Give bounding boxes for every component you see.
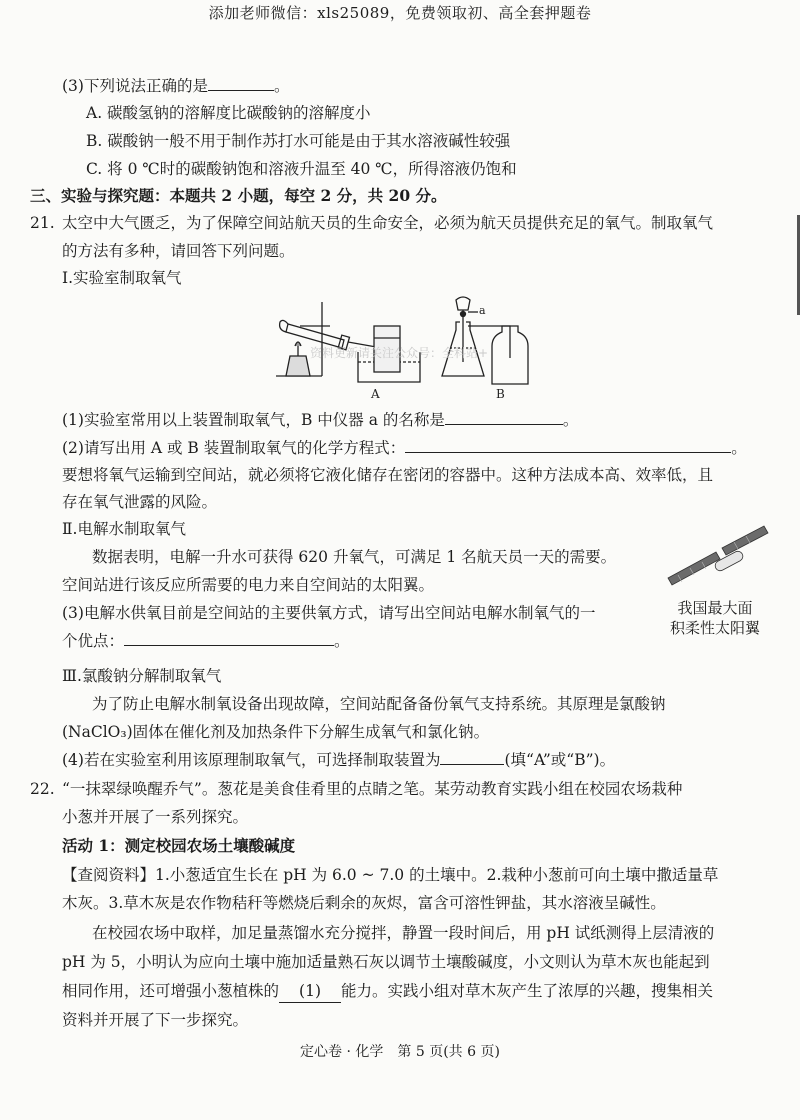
q21-para-line1: 要想将氧气运输到空间站，就必须将它液化储存在密闭的容器中。这种方法成本高、效率低，且 <box>62 466 714 484</box>
q3-option-b: B. 碳酸钠一般不用于制作苏打水可能是由于其水溶液碱性较强 <box>86 132 511 150</box>
q21-intro-line2: 的方法有多种，请回答下列问题。 <box>62 242 295 260</box>
q3-option-a: A. 碳酸氢钠的溶解度比碳酸钠的溶解度小 <box>86 104 371 122</box>
q21-part3-line1: 为了防止电解水制氧设备出现故障，空间站配备备份氧气支持系统。其原理是氯酸钠 <box>92 695 666 713</box>
q21-sub3-line1: (3)电解水供氧目前是空间站的主要供氧方式，请写出空间站电解水制氧气的一 <box>62 604 596 622</box>
q21-part2-line2: 空间站进行该反应所需要的电力来自空间站的太阳翼。 <box>62 576 435 594</box>
solar-panel-left <box>668 552 720 585</box>
promo-banner: 添加老师微信：xls25089，免费领取初、高全套押题卷 <box>208 4 592 22</box>
q21-sub2-answer-blank[interactable] <box>405 437 731 453</box>
q21-part2-line1: 数据表明，电解一升水可获得 620 升氧气，可满足 1 名航天员一天的需要。 <box>92 548 617 566</box>
page-footer: 定心卷 · 化学 第 5 页(共 6 页) <box>300 1044 500 1060</box>
q3-option-c: C. 将 0 ℃时的碳酸钠饱和溶液升温至 40 ℃，所得溶液仍饱和 <box>86 160 517 178</box>
figure-label-a: A <box>371 387 380 401</box>
q22-number: 22. <box>30 780 55 798</box>
funnel-a <box>456 297 470 310</box>
q22-para-line1: 在校园农场中取样，加足量蒸馏水充分搅拌，静置一段时间后，用 pH 试纸测得上层清液的 <box>92 924 715 942</box>
solar-wing-caption: 我国最大面 积柔性太阳翼 <box>669 599 760 637</box>
q21-intro-line1: 太空中大气匮乏，为了保障空间站航天员的生命安全，必须为航天员提供充足的氧气。制取氧气 <box>62 214 714 232</box>
q22-para-line4: 资料并开展了下一步探究。 <box>62 1011 249 1029</box>
instrument-label-a: a <box>479 304 486 317</box>
q21-sub1: (1)实验室常用以上装置制取氧气，B 中仪器 a 的名称是 。 <box>62 411 579 429</box>
figure-label-b: B <box>496 387 505 401</box>
q21-sub3-answer-blank[interactable] <box>124 630 334 646</box>
q21-sub3-line2: 个优点： 。 <box>62 632 350 650</box>
q22-intro-line1: “一抹翠绿唤醒乔气”。葱花是美食佳肴里的点睛之笔。某劳动教育实践小组在校园农场栽种 <box>62 780 683 798</box>
q21-sub4: (4)若在实验室利用该原理制取氧气，可选择制取装置为 (填“A”或“B”)。 <box>62 751 616 769</box>
q21-sub2: (2)请写出用 A 或 B 装置制取氧气的化学方程式： 。 <box>62 439 747 457</box>
q21-part3-title: Ⅲ.氯酸钠分解制取氧气 <box>62 667 222 685</box>
q22-para-line2: pH 为 5，小明认为应向土壤中施加适量熟石灰以调节土壤酸碱度，小文则认为草木灰也能起到 <box>62 953 710 971</box>
q3-answer-blank[interactable] <box>208 75 274 91</box>
section-3-title: 三、实验与探究题：本题共 2 小题，每空 2 分，共 20 分。 <box>30 186 447 205</box>
q22-para-line3: 相同作用，还可增强小葱植株的 (1) 能力。实践小组对草木灰产生了浓厚的兴趣，搜集相关 <box>62 980 713 1003</box>
q22-reference-line2: 木灰。3.草木灰是农作物秸秆等燃烧后剩余的灰烬，富含可溶性钾盐，其水溶液呈碱性。 <box>62 894 666 912</box>
q21-number: 21. <box>30 214 55 232</box>
q21-part1-title: Ⅰ.实验室制取氧气 <box>62 269 182 287</box>
q21-sub1-answer-blank[interactable] <box>445 409 563 425</box>
alcohol-lamp <box>286 356 310 376</box>
q3-stem: (3)下列说法正确的是 。 <box>62 77 290 95</box>
watermark-text: 资料更新请关注公众号：全科站+ <box>310 346 489 360</box>
q21-sub4-answer-blank[interactable] <box>440 749 504 765</box>
q21-part3-line2: (NaClO₃)固体在催化剂及加热条件下分解生成氧气和氯化钠。 <box>62 723 490 741</box>
solar-wing-illustration <box>664 522 774 592</box>
q21-para-line2: 存在氧气泄露的风险。 <box>62 493 218 511</box>
q22-reference-line1: 【查阅资料】1.小葱适宜生长在 pH 为 6.0 ~ 7.0 的土壤中。2.栽种小葱前可向土壤中撒适量草 <box>62 866 719 884</box>
solar-panel-right <box>722 526 768 555</box>
q22-activity1-title: 活动 1：测定校园农场土壤酸碱度 <box>62 836 296 855</box>
q22-blank-1[interactable]: (1) <box>279 980 341 1003</box>
q21-part2-title: Ⅱ.电解水制取氧气 <box>62 520 186 538</box>
q22-intro-line2: 小葱并开展了一系列探究。 <box>62 808 249 826</box>
